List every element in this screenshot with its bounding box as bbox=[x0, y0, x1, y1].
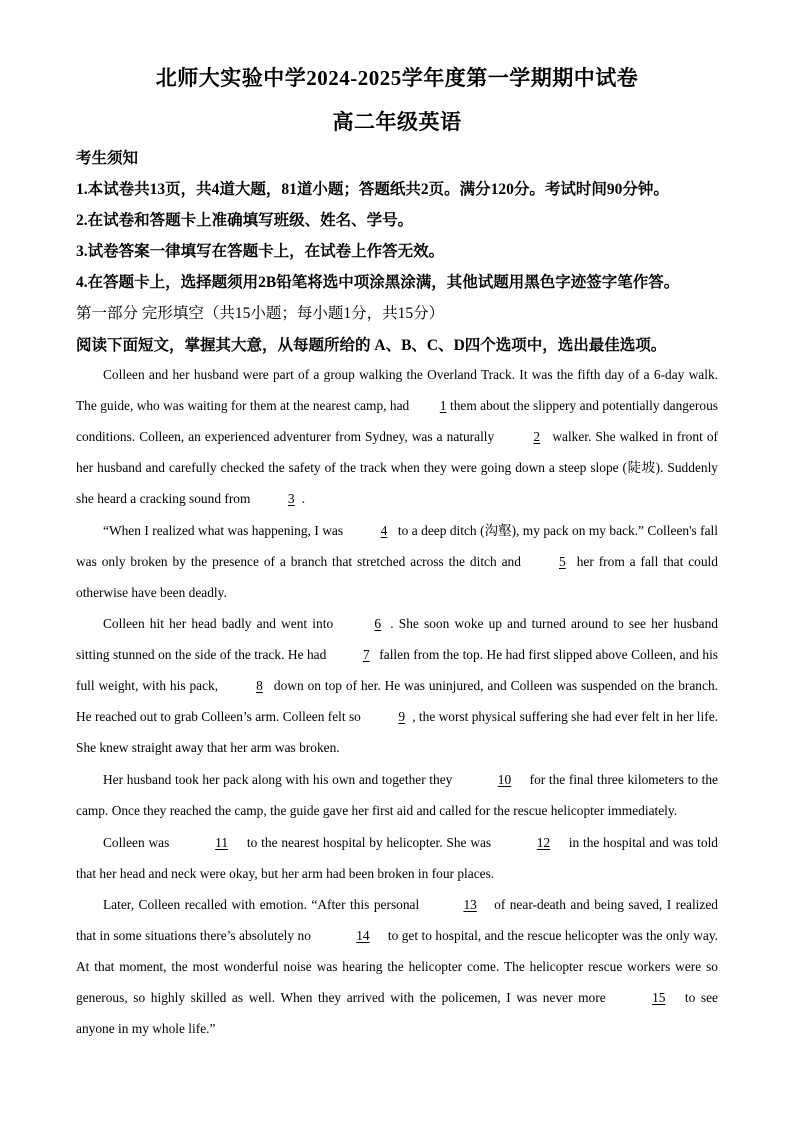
passage-text: down on top of her. He was uninjured, and Colleen was suspended on the branch. He reached out to grab Colleen’s arm. Colleen felt so bbox=[76, 678, 718, 725]
passage-text: to see anyone in my whole life.” bbox=[76, 990, 718, 1037]
blank-7: 7 bbox=[362, 647, 370, 663]
notice-item-1: 1.本试卷共13页，共4道大题，81道小题；答题纸共2页。满分120分。考试时间90分钟。 bbox=[76, 181, 669, 198]
passage-text: them about the slippery and potentially dangerous conditions. Colleen, an experienced adventurer from Sydney, was a naturally bbox=[76, 398, 718, 445]
blank-14: 14 bbox=[356, 928, 370, 944]
passage-text: Colleen and her husband were part of a group walking the Overland Track. It was the fifth day of a 6-day walk. The guide, who was waiting for them at the nearest camp, had bbox=[76, 367, 718, 414]
passage-paragraph-3 bbox=[76, 608, 718, 763]
passage-text: to get to hospital, and the rescue helicopter was the only way. At that moment, the most wonderful noise was hearing the helicopter come. The helicopter rescue workers were so generous, so highly skilled as well. When they arrived with the policemen, I was never more bbox=[76, 928, 718, 1006]
passage-text: , the worst physical suffering she had ever felt in her life. She knew straight away that her arm was broken. bbox=[76, 709, 719, 756]
notice-heading: 考生须知 bbox=[76, 150, 139, 167]
blank-10: 10 bbox=[497, 772, 512, 787]
passage-paragraph-5 bbox=[76, 827, 718, 889]
section-title: 第一部分 完形填空（共15小题；每小题1分，共15分） bbox=[76, 305, 445, 322]
passage-text: in the hospital and was told that her head and neck were okay, but her arm had been broken in four places. bbox=[76, 835, 719, 882]
blank-4: 4 bbox=[380, 523, 388, 538]
blank-5: 5 bbox=[558, 554, 566, 570]
exam-title: 北师大实验中学2024-2025学年度第一学期期中试卷 bbox=[155, 66, 639, 90]
blank-15: 15 bbox=[652, 990, 666, 1006]
passage-text: Later, Colleen recalled with emotion. “After this personal bbox=[103, 897, 424, 912]
passage-text: walker. She walked in front of her husband and carefully checked the safety of the track when they were going down a steep slope (陡坡). Suddenly she heard a cracking sound from bbox=[76, 429, 718, 507]
blank-11: 11 bbox=[215, 835, 229, 850]
exam-subtitle: 高二年级英语 bbox=[332, 110, 462, 134]
blank-1: 1 bbox=[439, 398, 447, 414]
passage-text: . She soon woke up and turned around to see her husband sitting stunned on the side of the track. He had bbox=[76, 616, 718, 663]
notice-item-2: 2.在试卷和答题卡上准确填写班级、姓名、学号。 bbox=[76, 212, 414, 229]
passage-paragraph-2 bbox=[76, 515, 718, 608]
notice-item-4: 4.在答题卡上，选择题须用2B铅笔将选中项涂黑涂满，其他试题用黑色字迹签字笔作答。 bbox=[76, 274, 680, 291]
passage-text: Colleen was bbox=[103, 835, 174, 850]
blank-9: 9 bbox=[398, 709, 406, 725]
blank-3: 3 bbox=[287, 491, 295, 507]
passage-text: . bbox=[301, 491, 306, 507]
passage-paragraph-6 bbox=[76, 889, 718, 1044]
blank-8: 8 bbox=[256, 678, 263, 694]
blank-2: 2 bbox=[533, 429, 541, 445]
passage-text: of near-death and being saved, I realized that in some situations there’s absolutely no bbox=[76, 897, 718, 944]
passage-text: Her husband took her pack along with his own and together they bbox=[103, 772, 456, 787]
passage-text: fallen from the top. He had first slipped above Colleen, and his full weight, with his pack, bbox=[76, 647, 718, 694]
passage-paragraph-1 bbox=[76, 359, 718, 514]
blank-13: 13 bbox=[463, 897, 477, 912]
passage-text: to a deep ditch (沟壑), my pack on my back.” Colleen's fall was only broken by the presence of a branch that stretched across the ditch and bbox=[76, 523, 718, 570]
passage-text: her from a fall that could otherwise have been deadly. bbox=[76, 554, 718, 601]
notice-item-3: 3.试卷答案一律填写在答题卡上，在试卷上作答无效。 bbox=[76, 243, 445, 260]
blank-12: 12 bbox=[536, 835, 551, 850]
blank-6: 6 bbox=[374, 616, 382, 631]
passage-text: to the nearest hospital by helicopter. She was bbox=[243, 835, 495, 850]
passage-text: Colleen hit her head badly and went into bbox=[103, 616, 339, 631]
passage-text: for the final three kilometers to the camp. Once they reached the camp, the guide gave her first aid and called for the rescue helicopter immediately. bbox=[76, 772, 719, 819]
section-instruction: 阅读下面短文，掌握其大意，从每题所给的 A、B、C、D四个选项中，选出最佳选项。 bbox=[76, 337, 667, 354]
passage-text: “When I realized what was happening, I was bbox=[103, 523, 347, 538]
passage-paragraph-4 bbox=[76, 764, 718, 826]
